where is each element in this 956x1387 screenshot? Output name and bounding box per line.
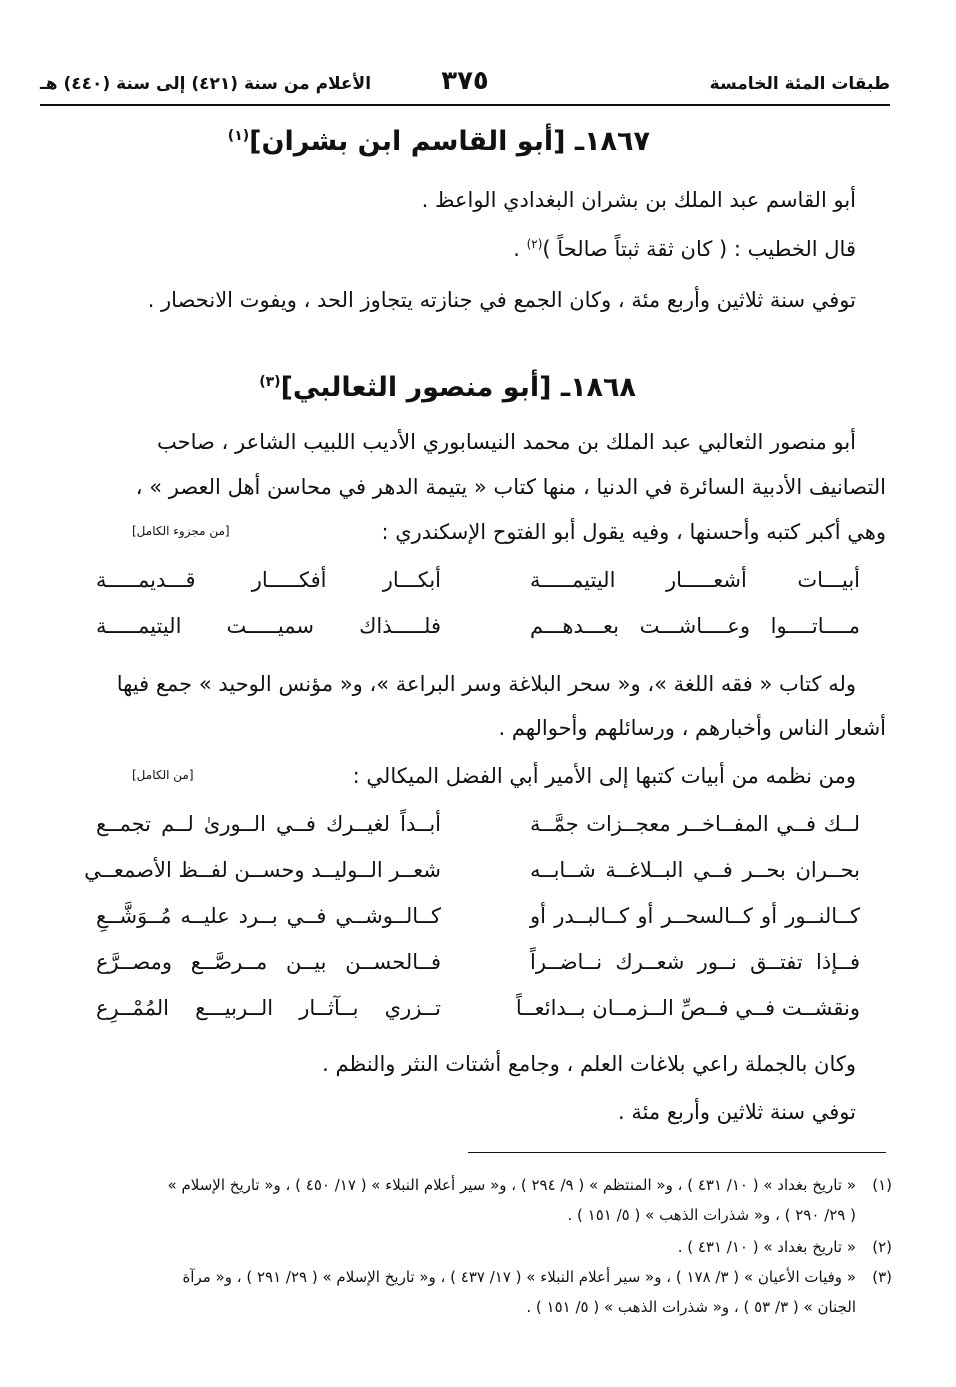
hemistich-right: أبيـــات أشعـــــار اليتيمـــــة (530, 568, 860, 592)
poem-verse (96, 568, 860, 600)
text-line: التصانيف الأدبية السائرة في الدنيا ، منها كتاب « يتيمة الدهر في محاسن أهل العصر » ، (135, 475, 886, 499)
footnote-ref: (٢) (526, 237, 543, 251)
hemistich-left: كــالــوشــي فــي بــرد عليــه مُــوَشَّــعِ (96, 904, 441, 928)
hemistich-right: لــك فــي المفــاخــر معجــزات جمَّــة (530, 812, 860, 836)
text-line: أبو القاسم عبد الملك بن بشران البغدادي الواعظ . (421, 188, 856, 212)
footnote-number: (١) (872, 1176, 892, 1194)
text-line: وهي أكبر كتبه وأحسنها ، وفيه يقول أبو الفتوح الإسكندري : [من مجزوء الكامل] (132, 520, 886, 544)
section-title: طبقات المئة الخامسة (709, 74, 890, 94)
footnote-rule (468, 1152, 886, 1153)
hemistich-left: أبــداً لغيــرك فــي الــورىٰ لــم تجمــع (96, 812, 441, 836)
footnote-ref: (٣) (259, 374, 281, 390)
meter-label: [من مجزوء الكامل] (132, 524, 230, 538)
text-line: توفي سنة ثلاثين وأربع مئة ، وكان الجمع في جنازته يتجاوز الحد ، ويفوت الانحصار . (147, 288, 856, 312)
text-line: ومن نظمه من أبيات كتبها إلى الأمير أبي الفضل الميكالي : [من الكامل] (132, 764, 856, 788)
text-line: وكان بالجملة راعي بلاغات العلم ، وجامع أشتات النثر والنظم . (322, 1052, 856, 1076)
poem-verse (96, 812, 860, 844)
footnote-1 (58, 1176, 892, 1236)
hemistich-left: أبكـــار أفكـــــار قـــديمـــــة (96, 568, 441, 592)
poem-verse (96, 904, 860, 936)
hemistich-right: فــإذا تفتــق نــور شعــرك نــاضــراً (530, 950, 860, 974)
text-line: قال الخطيب : ( كان ثقة ثبتاً صالحاً )$^{(٢)}$ . (513, 237, 856, 261)
page-number: ٣٧٥ (441, 66, 489, 96)
poem-verse (96, 950, 860, 982)
footnote-number: (٢) (872, 1238, 892, 1256)
poem-verse (84, 858, 860, 890)
footnote-ref: (١) (227, 128, 250, 144)
poem-verse (96, 614, 860, 646)
footnote-text: الجنان » ( ٣/ ٥٣ ) ، و« شذرات الذهب » ( ٥/ ١٥١ ) . (526, 1298, 856, 1316)
hemistich-right: مــــاتــــوا وعــــاشـــت بعـــدهـــم (530, 614, 860, 638)
running-header (40, 66, 890, 104)
footnote-2 (58, 1238, 892, 1268)
footnote-3 (58, 1268, 892, 1328)
text-line: وله كتاب « فقه اللغة »، و« سحر البلاغة وسر البراعة »، و« مؤنس الوحيد » جمع فيها (116, 672, 856, 696)
footnote-text: ( ٢٩/ ٢٩٠ ) ، و« شذرات الذهب » ( ٥/ ١٥١ ) . (567, 1206, 856, 1224)
entry-heading-1868: ١٨٦٨ـ [أبو منصور الثعالبي]$^{(٣)}$ (259, 372, 636, 403)
footnote-text: « تاريخ بغداد » ( ١٠/ ٤٣١ ) . (677, 1238, 856, 1256)
footnote-number: (٣) (872, 1268, 892, 1286)
hemistich-left: شعــر الــوليــد وحســن لفــظ الأصمعــي (84, 858, 441, 882)
hemistich-left: تــزري بــآثــار الــربيـــع المُمْــرِع (96, 996, 441, 1020)
text-line: توفي سنة ثلاثين وأربع مئة . (617, 1100, 856, 1124)
hemistich-right: بحــران بحــر فــي البــلاغــة شــابــه (530, 858, 860, 882)
footnote-text: « تاريخ بغداد » ( ١٠/ ٤٣١ ) ، و« المنتظم » ( ٩/ ٢٩٤ ) ، و« سير أعلام النبلاء » ( ١٧/ ٤٥٠ ) ، و« تاريخ الإسلام » (167, 1176, 856, 1194)
hemistich-left: فلـــــذاك سميـــــت اليتيمـــــة (96, 614, 441, 638)
text-line: أشعار الناس وأخبارهم ، ورسائلهم وأحوالهم . (498, 716, 886, 740)
entry-heading-1867: ١٨٦٧ـ [أبو القاسم ابن بشران]$^{(١)}$ (227, 126, 650, 157)
range-title: الأعلام من سنة (٤٢١) إلى سنة (٤٤٠) هـ (40, 74, 372, 94)
text-line: أبو منصور الثعالبي عبد الملك بن محمد النيسابوري الأديب اللبيب الشاعر ، صاحب (157, 430, 856, 454)
hemistich-right: كــالنــور أو كــالسحــر أو كــالبــدر أو (530, 904, 860, 928)
header-rule (40, 104, 890, 106)
meter-label: [من الكامل] (132, 768, 194, 782)
poem-verse (96, 996, 860, 1028)
hemistich-left: فــالحســن بيــن مــرصَّــع ومصــرَّع (96, 950, 441, 974)
footnote-text: « وفيات الأعيان » ( ٣/ ١٧٨ ) ، و« سير أعلام النبلاء » ( ١٧/ ٤٣٧ ) ، و« تاريخ الإسلام » ( ٢٩/ ٢٩١ ) ، و« مرآة (182, 1268, 856, 1286)
hemistich-right: ونقشــت فــي فــصِّ الــزمــان بــدائعــاً (515, 996, 860, 1020)
